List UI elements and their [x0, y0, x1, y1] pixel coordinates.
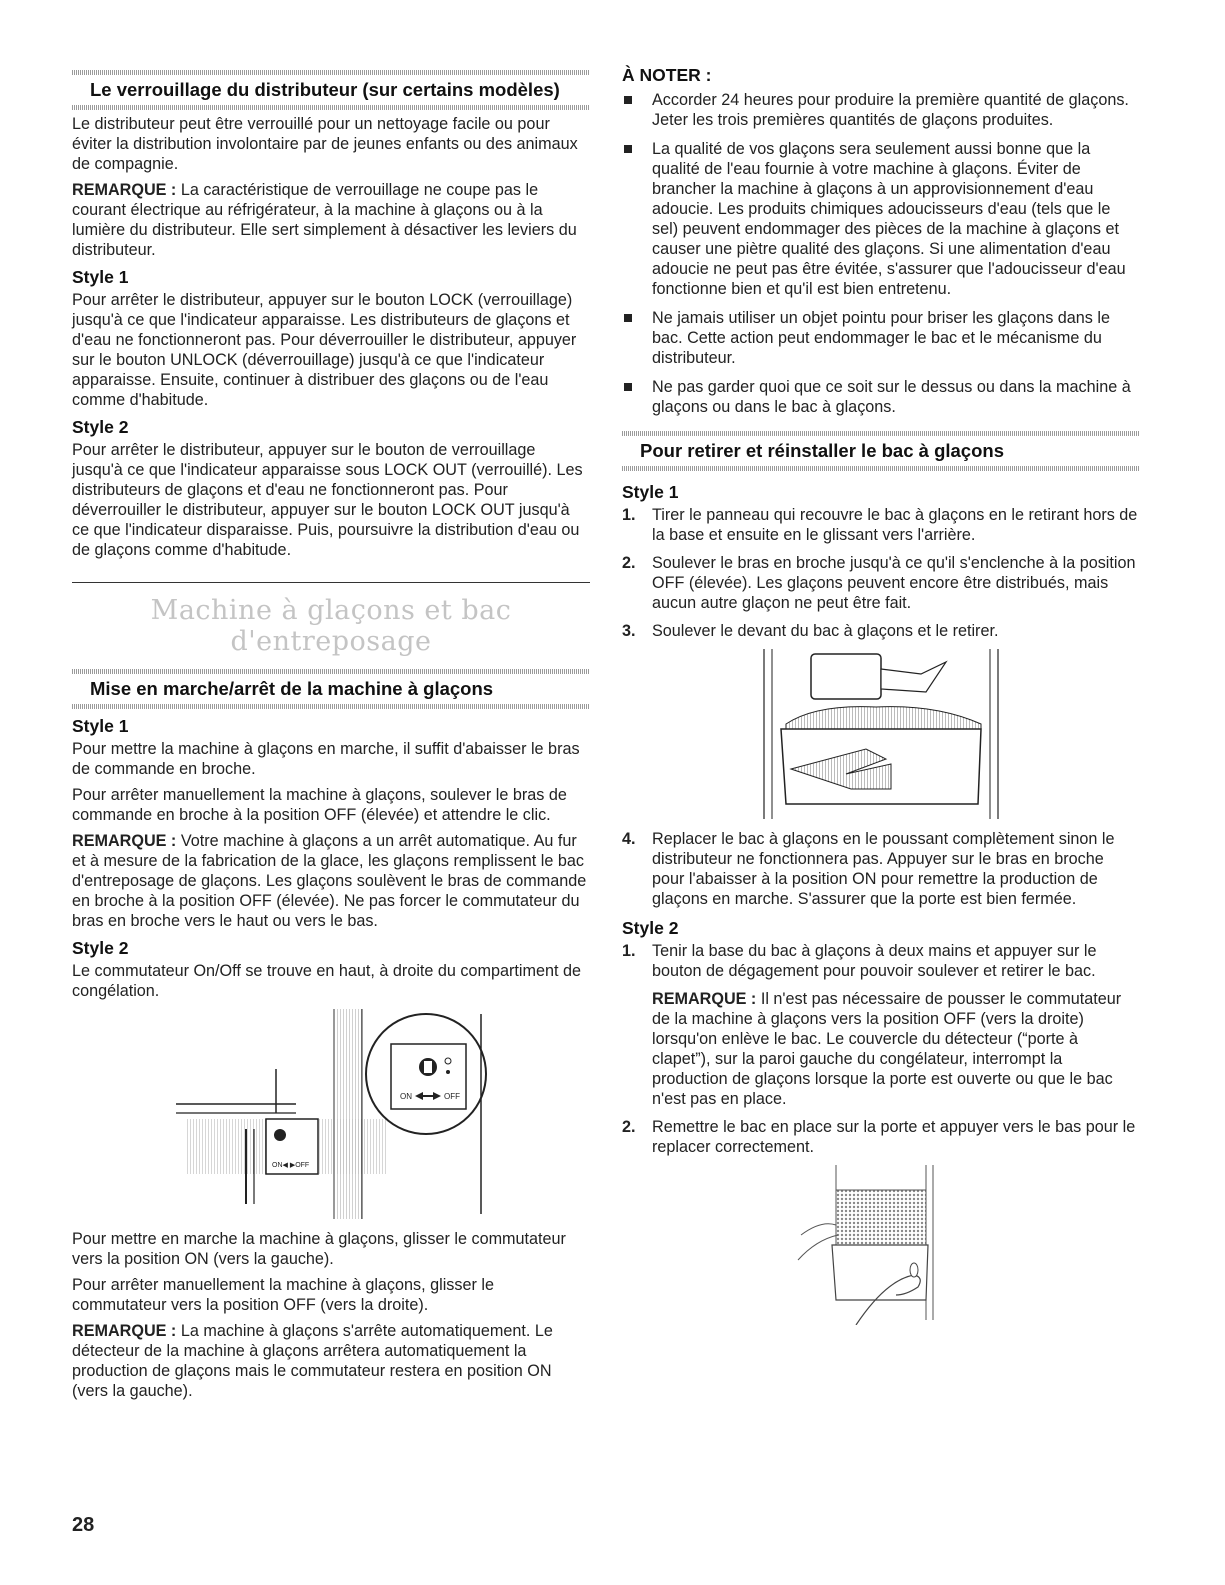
note-label: REMARQUE :: [72, 181, 177, 199]
svg-text:ON◀ ▶OFF: ON◀ ▶OFF: [272, 1162, 310, 1169]
note-label: REMARQUE :: [72, 1322, 177, 1340]
note-label: REMARQUE :: [652, 990, 757, 1008]
section-title: Mise en marche/arrêt de la machine à glaçons: [90, 678, 494, 699]
noter-list: [622, 90, 1140, 417]
note-text: Votre machine à glaçons a un arrêt automatique. Au fur et à mesure de la fabrication de la glace, les glaçons remplissent le bac d'entreposage de glaçons. Les glaçons soulèvent le bras de commande en broche à la position OFF (élevée). Ne pas forcer le commutateur du bras en broche vers le haut ou vers le bas.: [72, 832, 587, 930]
step-item: [622, 829, 1140, 909]
note-text: La machine à glaçons s'arrête automatiquement. Le détecteur de la machine à glaçons arrêtera automatiquement la production de glaçons mais le commutateur restera en position ON (vers la gauche).: [72, 1322, 553, 1400]
style-heading: Style 2: [72, 938, 129, 958]
dotted-rule: [622, 431, 1140, 436]
page-number: 28: [72, 1514, 95, 1536]
off-label: OFF: [444, 1092, 460, 1101]
steps-list: [622, 1117, 1140, 1157]
step-text: Replacer le bac à glaçons en le poussant complètement sinon le distributeur ne fonctionnera pas. Appuyer sur le bras en broche pour l'abaisser à la position ON pour remettre la production de glaçons en marche. S'assurer que la porte est bien fermée.: [652, 830, 1115, 908]
step-item: [622, 505, 1140, 545]
note-label: REMARQUE :: [72, 832, 177, 850]
section-header-lock: [72, 70, 590, 110]
step-text: Remettre le bac en place sur la porte et appuyer vers le bas pour le replacer correctement.: [652, 1118, 1136, 1156]
noter-heading: À NOTER :: [622, 65, 712, 85]
step-item: [622, 941, 1140, 981]
ice-bin-door-illustration: [796, 1165, 966, 1325]
dotted-rule: [622, 466, 1140, 471]
note-paragraph: [72, 831, 590, 931]
bullet-icon: [624, 314, 632, 322]
style-heading: Style 2: [72, 417, 129, 437]
chapter-band: [72, 582, 590, 657]
ice-bin-removal-illustration: [756, 649, 1006, 819]
list-item-text: Ne pas garder quoi que ce soit sur le dessus ou dans la machine à glaçons ou dans le bac à glaçons.: [652, 378, 1131, 416]
paragraph: Le commutateur On/Off se trouve en haut, à droite du compartiment de congélation.: [72, 962, 581, 1000]
list-item: [622, 90, 1140, 130]
step-item: [622, 1117, 1140, 1157]
chapter-title: Machine à glaçons et bac d'entreposage: [150, 595, 512, 657]
bullet-icon: [624, 383, 632, 391]
step-number: 1.: [622, 942, 636, 960]
steps-list: [622, 505, 1140, 641]
paragraph: Pour mettre en marche la machine à glaçons, glisser le commutateur vers la position ON (vers la gauche).: [72, 1230, 566, 1268]
note-paragraph: [72, 180, 590, 260]
bullet-icon: [624, 96, 632, 104]
paragraph: Pour mettre la machine à glaçons en marche, il suffit d'abaisser le bras de commande en broche.: [72, 740, 580, 778]
section-title: Le verrouillage du distributeur (sur certains modèles): [90, 79, 560, 100]
dotted-rule: [72, 669, 590, 674]
right-column: [622, 64, 1140, 1335]
note-paragraph: [622, 989, 1140, 1109]
section-title: Pour retirer et réinstaller le bac à glaçons: [640, 440, 1004, 461]
note-text: Il n'est pas nécessaire de pousser le commutateur de la machine à glaçons vers la position OFF (vers la droite) lorsqu'on enlève le bac. Le couvercle du détecteur (“porte à clapet”), sur la paroi gauche du congélateur, interrompt la production de glaçons lorsque la porte est ouverte ou que le bac n'est pas en place.: [652, 990, 1122, 1108]
note-paragraph: [72, 1321, 590, 1401]
list-item: [622, 308, 1140, 368]
dotted-rule: [72, 704, 590, 709]
list-item-text: Ne jamais utiliser un objet pointu pour briser les glaçons dans le bac. Cette action peut endommager le bac et le mécanisme du distributeur.: [652, 309, 1110, 367]
step-number: 4.: [622, 830, 636, 848]
section-header-onoff: [72, 669, 590, 709]
step-number: 2.: [622, 554, 636, 572]
left-column: [72, 64, 590, 1407]
step-item: [622, 621, 1140, 641]
list-item: [622, 139, 1140, 299]
step-number: 3.: [622, 622, 636, 640]
step-text: Soulever le devant du bac à glaçons et le retirer.: [652, 622, 999, 640]
steps-list: [622, 829, 1140, 909]
step-text: Tirer le panneau qui recouvre le bac à glaçons en le retirant hors de la base et ensuite en le glissant vers l'arrière.: [652, 506, 1138, 544]
step-item: [622, 553, 1140, 613]
section-header-bin: [622, 431, 1140, 471]
on-label: ON: [400, 1092, 412, 1101]
paragraph: Pour arrêter manuellement la machine à glaçons, soulever le bras de commande en broche à la position OFF (élevée) et attendre le clic.: [72, 786, 567, 824]
list-item-text: La qualité de vos glaçons sera seulement aussi bonne que la qualité de l'eau fournie à votre machine à glaçons. Éviter de brancher la machine à glaçons à un approvisionnement d'eau adoucie. Les produits chimiques adoucisseurs d'eau (tels que le sel) peuvent endommager des pièces de la machine à glaçons et causer une piètre qualité des glaçons. Si une alimentation d'eau adoucie ne peut pas être évitée, s'assurer que l'adoucisseur d'eau fonctionne bien et qu'il est bien entretenu.: [652, 140, 1126, 298]
step-text: Tenir la base du bac à glaçons à deux mains et appuyer sur le bouton de dégagement pour pouvoir soulever et retirer le bac.: [652, 942, 1097, 980]
paragraph: Pour arrêter manuellement la machine à glaçons, glisser le commutateur vers la position OFF (vers la droite).: [72, 1276, 494, 1314]
step-number: 2.: [622, 1118, 636, 1136]
list-item: [622, 377, 1140, 417]
dotted-rule: [72, 70, 590, 75]
style-heading: Style 2: [622, 918, 679, 938]
style-heading: Style 1: [622, 482, 679, 502]
note-text: La caractéristique de verrouillage ne coupe pas le courant électrique au réfrigérateur, à la machine à glaçons ou à la lumière du distributeur. Elle sert simplement à désactiver les leviers du distributeur.: [72, 181, 577, 259]
step-text: Soulever le bras en broche jusqu'à ce qu'il s'enclenche à la position OFF (élevée). Les glaçons peuvent encore être distribués, mais aucun autre glaçon ne peut être fait.: [652, 554, 1136, 612]
dotted-rule: [72, 105, 590, 110]
paragraph: Pour arrêter le distributeur, appuyer sur le bouton de verrouillage jusqu'à ce que l'indicateur apparaisse sous LOCK OUT (verrouillé). Les distributeurs de glaçons et d'eau ne fonctionneront pas. Pour déverrouiller le distributeur, appuyer sur le bouton LOCK OUT jusqu'à ce que l'indicateur disparaisse. Puis, poursuivre la distribution d'eau ou de glaçons comme d'habitude.: [72, 441, 583, 559]
bullet-icon: [624, 145, 632, 153]
list-item-text: Accorder 24 heures pour produire la première quantité de glaçons. Jeter les trois premières quantités de glaçons produites.: [652, 91, 1129, 129]
paragraph: Pour arrêter le distributeur, appuyer sur le bouton LOCK (verrouillage) jusqu'à ce que l'indicateur apparaisse. Les distributeurs de glaçons et d'eau ne fonctionneront pas. Pour déverrouiller le distributeur, appuyer sur le bouton UNLOCK (déverrouillage) jusqu'à ce que l'indicateur apparaisse. Ensuite, continuer à distribuer des glaçons ou de l'eau comme d'habitude.: [72, 291, 577, 409]
style-heading: Style 1: [72, 267, 129, 287]
on-off-switch-illustration: [166, 1009, 496, 1219]
steps-list: [622, 941, 1140, 981]
style-heading: Style 1: [72, 716, 129, 736]
step-number: 1.: [622, 506, 636, 524]
paragraph: Le distributeur peut être verrouillé pour un nettoyage facile ou pour éviter la distribution involontaire par de jeunes enfants ou des animaux de compagnie.: [72, 115, 578, 173]
